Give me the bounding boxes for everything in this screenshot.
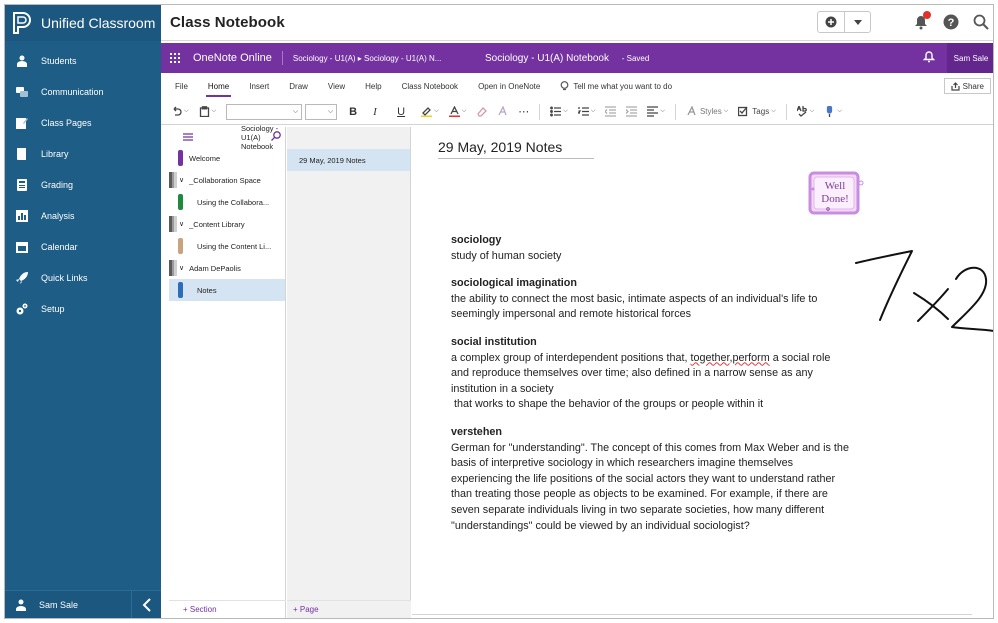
add-page-button[interactable]: + Page (287, 600, 411, 618)
definition-text: a complex group of interdependent positions that, (451, 351, 691, 364)
font-size-select[interactable] (305, 104, 337, 120)
navigation-toggle-button[interactable] (183, 133, 193, 143)
sections-pane (169, 123, 286, 618)
well-done-sticker (806, 169, 864, 217)
section-welcome[interactable] (169, 147, 285, 169)
sidebar-item-quick-links[interactable] (5, 262, 161, 293)
grading-icon (15, 178, 29, 192)
notification-badge (923, 11, 931, 19)
sidebar-item-label: Calendar (41, 241, 78, 252)
more-options-button[interactable]: ⋯ (518, 106, 530, 118)
section-group-stack-icon (169, 260, 177, 276)
sidebar-item-calendar[interactable] (5, 231, 161, 262)
app-frame (4, 4, 994, 619)
tab-help[interactable]: Help (365, 81, 382, 91)
indent-icon (626, 106, 637, 117)
lightbulb-icon (560, 81, 569, 91)
chevron-down-icon: ⌵ (292, 107, 299, 115)
styles-button[interactable] (686, 103, 728, 121)
tab-class-notebook[interactable]: Class Notebook (401, 81, 459, 91)
header-actions (817, 11, 991, 33)
chevron-down-icon: ⌵ (809, 108, 815, 114)
section-color-tab (178, 194, 183, 210)
page-title: Class Notebook (170, 14, 285, 31)
bell-outline-icon (923, 51, 935, 63)
font-family-select[interactable] (226, 104, 302, 120)
chevron-left-icon (142, 598, 152, 612)
italic-button[interactable]: I (373, 105, 377, 118)
styles-format-button[interactable] (497, 103, 508, 121)
caret-down-icon (852, 16, 864, 28)
notebook-status (485, 53, 649, 64)
share-icon (951, 82, 960, 91)
format-painter-icon (497, 106, 508, 117)
gears-icon (15, 302, 29, 316)
section-label: _Content Library (189, 219, 245, 229)
section-group-stack-icon (169, 216, 177, 232)
ribbon-tabs (161, 75, 994, 97)
microphone-icon (824, 106, 835, 117)
definition-text: a social role and reproduce themselves over time; also defined in a narrow sense as any institution in a society (451, 351, 831, 395)
note-definition-extra: that works to shape the behavior of the groups or people within it (451, 398, 764, 411)
section-label: _Collaboration Space (189, 175, 261, 185)
section-color-tab (178, 238, 183, 254)
add-menu (817, 11, 871, 33)
note-term: sociological imagination (451, 277, 577, 290)
search-icon (973, 14, 989, 30)
note-definition: study of human society (451, 249, 562, 262)
dictate-button[interactable] (824, 103, 842, 121)
spellcheck-icon (797, 106, 808, 117)
add-section-button[interactable]: + Section (169, 600, 286, 618)
underline-button[interactable]: U (397, 105, 406, 118)
section-color-tab (178, 150, 183, 166)
ribbon-toolbar (161, 99, 994, 125)
students-icon (15, 54, 29, 68)
align-left-icon (647, 106, 658, 117)
section-label: Adam DePaolis (189, 263, 241, 273)
increase-indent-button[interactable] (626, 103, 637, 121)
note-canvas[interactable] (412, 127, 994, 618)
tab-view[interactable]: View (327, 81, 346, 91)
add-dropdown-button[interactable] (844, 12, 870, 32)
sidebar-item-students[interactable] (5, 45, 161, 76)
rocket-icon (15, 271, 29, 285)
bold-button[interactable]: B (349, 105, 358, 118)
divider (675, 104, 676, 120)
chevron-down-icon: ⌵ (461, 108, 467, 114)
outdent-icon (605, 106, 616, 117)
chevron-down-icon: ⌵ (590, 108, 596, 114)
waffle-icon (170, 53, 180, 63)
tag-checkbox-icon (738, 106, 749, 117)
search-button[interactable] (971, 12, 991, 32)
note-term: social institution (451, 335, 537, 348)
section-group-content-library[interactable] (169, 213, 285, 235)
analysis-icon (15, 209, 29, 223)
onenote-app-name[interactable]: OneNote Online (193, 52, 272, 64)
svg-text:?: ? (947, 17, 955, 29)
chevron-down-icon: ⌵ (660, 108, 665, 114)
sidebar-item-communication[interactable] (5, 76, 161, 107)
chevron-down-icon: ⌵ (837, 108, 842, 114)
canvas-bottom-border (412, 614, 972, 618)
onenote-bar (161, 43, 994, 73)
sticker-line-2: Done! (821, 193, 849, 205)
section-group-adam-depaolis[interactable] (169, 257, 285, 279)
chevron-down-icon: ∨ (179, 177, 185, 184)
align-button[interactable] (647, 103, 665, 121)
font-color-icon (449, 106, 460, 117)
chevron-down-icon: ⌵ (771, 108, 776, 114)
font-color-button[interactable] (449, 103, 467, 121)
clipboard-icon (199, 106, 210, 117)
hamburger-icon (183, 133, 193, 141)
sidebar-user-name: Sam Sale (39, 599, 79, 610)
sidebar-item-label: Quick Links (41, 272, 88, 283)
collapse-sidebar-button[interactable] (131, 591, 161, 619)
sidebar-nav (5, 45, 161, 324)
divider (282, 51, 283, 65)
brand-bar[interactable] (5, 5, 161, 41)
save-status: - Saved (621, 53, 650, 63)
breadcrumb[interactable]: Sociology - U1(A) ▸ Sociology - U1(A) N... (292, 53, 442, 63)
note-term: sociology (451, 234, 502, 246)
undo-icon (171, 106, 182, 117)
bullet-list-icon (550, 106, 561, 117)
brand-title: Unified Classroom (41, 15, 156, 31)
help-button[interactable] (941, 12, 961, 32)
chevron-down-icon: ∨ (179, 221, 185, 228)
divider (786, 104, 787, 120)
calendar-icon (15, 240, 29, 254)
app-launcher-button[interactable] (161, 53, 189, 63)
decrease-indent-button[interactable] (605, 103, 616, 121)
section-using-content-library[interactable] (169, 235, 285, 257)
misspelled-word[interactable]: together,perform (690, 351, 770, 364)
chevron-down-icon: ⌵ (723, 108, 729, 114)
section-label: Welcome (189, 153, 221, 163)
sticker-line-1: Well (824, 180, 846, 192)
tags-label: Tags (752, 107, 770, 116)
sidebar-item-label: Grading (41, 179, 74, 190)
eraser-icon (476, 106, 487, 117)
sidebar-item-label: Setup (41, 303, 65, 314)
search-notebook-button[interactable] (271, 131, 281, 143)
numbering-button[interactable] (578, 103, 596, 121)
section-using-collaboration[interactable] (169, 191, 285, 213)
chevron-down-icon: ⌵ (211, 108, 217, 114)
note-body[interactable] (451, 233, 851, 534)
highlight-button[interactable] (421, 103, 439, 121)
open-in-onenote-link[interactable]: Open in OneNote (478, 81, 541, 91)
library-icon (15, 147, 29, 161)
note-title[interactable]: 29 May, 2019 Notes (438, 139, 594, 159)
chevron-down-icon: ∨ (179, 265, 185, 272)
tab-home[interactable]: Home (208, 75, 229, 97)
sections-header (169, 123, 285, 151)
note-definition (451, 351, 851, 398)
tab-file[interactable]: File (175, 81, 188, 91)
chevron-down-icon: ⌵ (327, 107, 334, 115)
styles-label: Styles (699, 107, 722, 116)
tags-button[interactable] (738, 103, 775, 121)
chevron-down-icon: ⌵ (184, 108, 189, 114)
tab-draw[interactable]: Draw (289, 81, 308, 91)
sidebar-item-class-pages[interactable] (5, 107, 161, 138)
help-icon (943, 14, 959, 30)
sidebar-item-label: Class Pages (41, 117, 92, 128)
handwritten-ink-7x2[interactable] (852, 245, 994, 345)
sidebar-item-label: Analysis (41, 210, 75, 221)
share-button[interactable] (944, 78, 991, 94)
sidebar-item-library[interactable] (5, 138, 161, 169)
sidebar-footer (5, 590, 161, 618)
search-icon (271, 131, 281, 141)
undo-button[interactable] (171, 103, 189, 121)
app-header (161, 5, 994, 41)
class-pages-icon (15, 116, 29, 130)
note-definition: German for "understanding". The concept of this comes from Max Weber and is the basis of interpretive sociology in which researchers imagine themselves experiencing the life positions of the social actors they want to understand rather than treating those people as objects to be examined. For example, if there are seven separate individuals living in two separate societies, how many different "understandings" could be viewed by an individual sociologist? (451, 441, 849, 532)
section-notes[interactable] (169, 279, 285, 301)
tell-me-search[interactable] (560, 81, 672, 91)
spelling-button[interactable] (797, 103, 815, 121)
add-button[interactable] (818, 12, 844, 32)
clear-formatting-button[interactable] (476, 103, 487, 121)
sidebar-item-analysis[interactable] (5, 200, 161, 231)
bullets-button[interactable] (550, 103, 568, 121)
communication-icon (15, 85, 29, 99)
section-group-stack-icon (169, 172, 177, 188)
sidebar-item-label: Students (41, 55, 77, 66)
onenote-user[interactable]: Sam Sale (947, 43, 994, 73)
tell-me-text: Tell me what you want to do (573, 81, 673, 91)
paste-button[interactable] (199, 103, 217, 121)
highlighter-icon (421, 106, 432, 117)
notebook-title: Sociology - U1(A) Notebook (485, 52, 609, 64)
unified-classroom-logo-icon (11, 11, 33, 35)
styles-icon (686, 106, 697, 117)
app-sidebar (5, 5, 161, 618)
notebook-name: Sociology - U1(A) Notebook (241, 123, 279, 151)
plus-circle-icon (825, 16, 837, 28)
section-label: Using the Content Li... (197, 241, 272, 251)
user-icon (15, 599, 27, 611)
page-item[interactable]: 29 May, 2019 Notes (287, 149, 410, 171)
section-label: Using the Collabora... (197, 197, 270, 207)
note-definition: the ability to connect the most basic, intimate aspects of an individual's life to seemingly impersonal and remote historical forces (451, 292, 818, 321)
numbered-list-icon (578, 106, 589, 117)
notifications-button[interactable] (911, 12, 931, 32)
sidebar-item-label: Library (41, 148, 69, 159)
section-color-tab (178, 282, 183, 298)
sidebar-user[interactable] (5, 599, 131, 611)
section-group-collaboration-space[interactable] (169, 169, 285, 191)
divider (539, 104, 540, 120)
section-label: Notes (197, 285, 217, 295)
onenote-notifications-button[interactable] (923, 51, 935, 65)
note-term: verstehen (451, 425, 503, 438)
chevron-down-icon: ⌵ (563, 108, 568, 114)
sidebar-item-grading[interactable] (5, 169, 161, 200)
tab-insert[interactable]: Insert (249, 81, 270, 91)
pages-pane (287, 127, 411, 618)
sidebar-item-setup[interactable] (5, 293, 161, 324)
share-label: Share (962, 81, 984, 91)
chevron-down-icon: ⌵ (434, 108, 439, 114)
sidebar-item-label: Communication (41, 86, 104, 97)
